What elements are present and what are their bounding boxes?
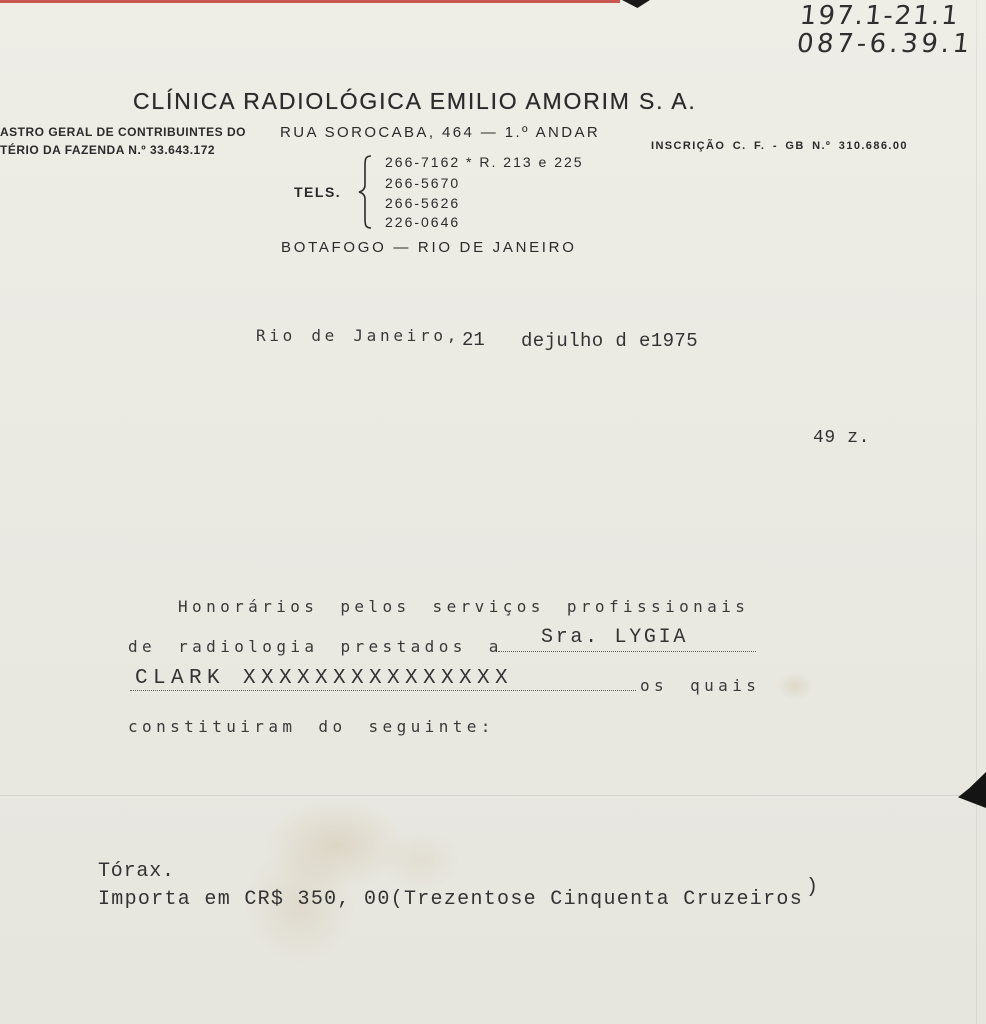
paper-edge xyxy=(976,0,977,1024)
top-red-rule xyxy=(0,0,620,3)
date-day: 21 xyxy=(462,329,485,351)
patient-name-last: CLARK XXXXXXXXXXXXXXX xyxy=(135,667,514,690)
body-line-3-suffix: os quais xyxy=(640,676,761,695)
amount-line: Importa em CR$ 350, 00(Trezentose Cinquenta Cruzeiros xyxy=(98,888,804,911)
handwritten-archive-number-1: 197.1-21.1 xyxy=(798,1,962,31)
phone-number: 266-5626 xyxy=(385,195,461,211)
street-address: RUA SOROCABA, 464 — 1.º ANDAR xyxy=(280,124,601,141)
right-edge-tear xyxy=(958,772,986,808)
amount-closing-parenthesis: ) xyxy=(806,876,819,899)
body-line-1: Honorários pelos serviços profissionais xyxy=(178,597,750,616)
patient-name-first: Sra. LYGIA xyxy=(541,626,689,649)
top-edge-tear xyxy=(622,0,650,8)
dotted-fill-line xyxy=(130,690,636,691)
district-city: BOTAFOGO — RIO DE JANEIRO xyxy=(281,239,577,256)
reference-code: 49 z. xyxy=(813,428,871,448)
body-line-2: de radiologia prestados a xyxy=(128,637,503,656)
tax-registry-line-1: ASTRO GERAL DE CONTRIBUINTES DO xyxy=(0,125,246,139)
tax-registry-line-2: TÉRIO DA FAZENDA N.º 33.643.172 xyxy=(0,143,216,157)
phone-number: 266-7162 * R. 213 e 225 xyxy=(385,154,584,170)
phone-number: 226-0646 xyxy=(385,214,461,230)
phone-number: 266-5670 xyxy=(385,175,461,191)
curly-brace-icon xyxy=(356,154,374,230)
service-description: Tórax. xyxy=(98,860,175,883)
body-line-4: constituiram do seguinte: xyxy=(128,717,495,736)
handwritten-archive-number-2: 087-6.39.1 xyxy=(795,29,975,59)
paper-fold-line xyxy=(0,795,986,796)
dotted-fill-line xyxy=(498,651,756,652)
telephones-label: TELS. xyxy=(294,184,342,200)
date-month-year: dejulho d e1975 xyxy=(521,330,699,352)
inscription-number: INSCRIÇÃO C. F. - GB N.º 310.686.00 xyxy=(651,140,908,152)
date-city: Rio de Janeiro, xyxy=(256,326,460,345)
company-name: CLÍNICA RADIOLÓGICA EMILIO AMORIM S. A. xyxy=(133,88,697,114)
